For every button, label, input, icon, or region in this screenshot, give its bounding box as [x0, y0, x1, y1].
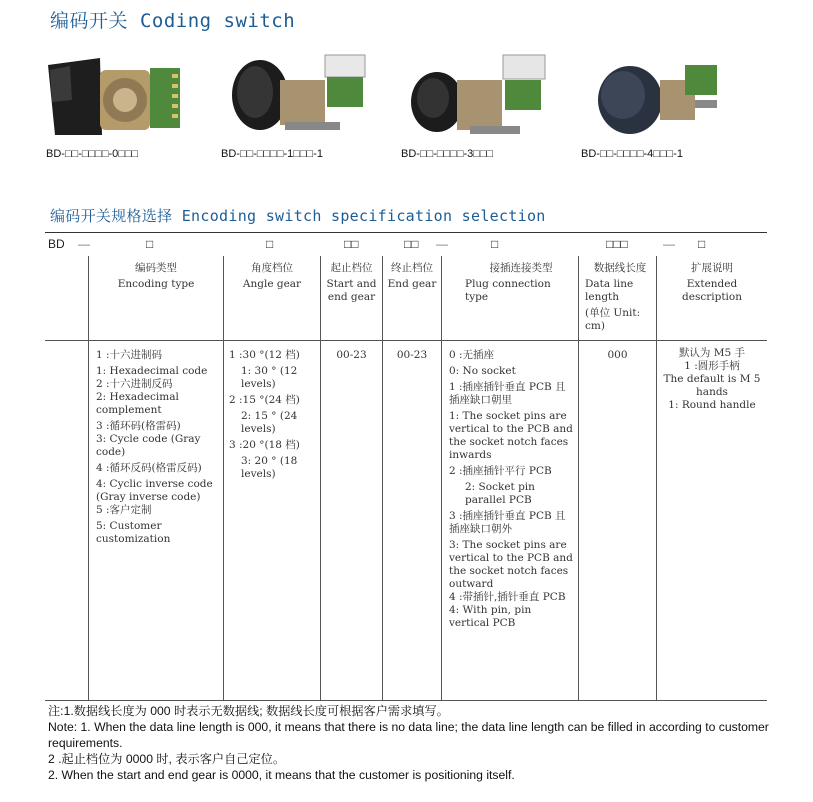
code-slot-start: □□ — [344, 237, 359, 251]
header-data-line — [585, 262, 655, 336]
column-rule — [441, 256, 442, 701]
header-en: Data line length — [585, 278, 634, 303]
product-card — [575, 40, 755, 170]
header-en: Start and end gear — [326, 278, 377, 303]
list-item: 2: 15 ° (24 levels) — [241, 410, 298, 435]
header-end-gear — [384, 262, 440, 294]
column-rule — [578, 256, 579, 701]
page-title: 编码开关 Coding switch — [50, 10, 296, 32]
angle-gear-list — [229, 349, 319, 484]
table-top-rule — [45, 232, 767, 233]
column-rule — [223, 256, 224, 701]
list-item: 2 :15 °(24 档) — [229, 394, 300, 406]
list-item: 1: The socket pins are vertical to the PCB and the socket notch faces inwards — [449, 410, 573, 461]
header-cn: 起止档位 — [330, 262, 373, 274]
list-item: 0 :无插座 — [449, 349, 495, 361]
list-item: 1 :圆形手柄 — [684, 360, 740, 372]
code-slot-encoding: □ — [146, 237, 154, 251]
list-item: 3 :循环码(格雷码) — [96, 420, 181, 432]
list-item: 4: With pin, pin vertical PCB — [449, 604, 532, 629]
code-prefix: BD — [48, 237, 65, 251]
product-gallery — [40, 40, 800, 170]
product-code: BD-□□-□□□□-4□□□-1 — [581, 148, 683, 160]
list-item: 2: Hexadecimal complement — [96, 391, 179, 416]
list-item: 1: Hexadecimal code — [96, 365, 208, 377]
header-rule — [45, 340, 767, 341]
code-slot-angle: □ — [266, 237, 274, 251]
code-dash: — — [663, 237, 675, 251]
list-item: 1 :插座插针垂直 PCB 且插座缺口朝里 — [449, 381, 566, 406]
product-card — [395, 40, 575, 170]
table-bottom-rule — [45, 700, 767, 701]
header-unit: (单位 Unit: cm) — [585, 307, 641, 332]
header-cn: 接插连接类型 — [489, 262, 553, 274]
code-slot-extended: □ — [698, 237, 706, 251]
header-encoding-type — [90, 262, 222, 294]
list-item: 5: Customer customization — [96, 520, 171, 545]
list-item: 4 :循环反码(格雷反码) — [96, 462, 202, 474]
header-en: Encoding type — [117, 278, 195, 290]
column-rule — [320, 256, 321, 701]
code-dash: — — [436, 237, 448, 251]
code-dash: — — [78, 237, 90, 251]
column-rule — [656, 256, 657, 701]
coding-switch-pcb-photo-icon — [40, 40, 200, 140]
note-line: 2. When the start and end gear is 0000, it means that the customer is positioning itself. — [48, 768, 515, 782]
list-item: 1: Round handle — [668, 399, 756, 411]
header-plug — [465, 262, 577, 307]
list-item: 3: 20 ° (18 levels) — [241, 455, 298, 480]
coding-switch-round-knob-photo-icon — [575, 40, 735, 140]
list-item: 3: Cycle code (Gray code) — [96, 433, 201, 458]
column-rule — [88, 256, 89, 701]
header-cn: 编码类型 — [135, 262, 177, 274]
list-item: 默认为 M5 手 — [678, 347, 746, 359]
list-item: 5 :客户定制 — [96, 504, 152, 516]
header-angle-gear — [225, 262, 319, 294]
code-slot-data-line: □□□ — [606, 237, 628, 251]
encoding-type-list — [96, 349, 221, 549]
list-item: 3 :插座插针垂直 PCB 且插座缺口朝外 — [449, 510, 566, 535]
code-slot-plug: □ — [491, 237, 499, 251]
header-cn: 终止档位 — [391, 262, 433, 274]
note-line: Note: 1. When the data line length is 000, it means that there is no data line; the data line length can be filled in according to customer requirements. — [48, 720, 769, 750]
list-item: 2 :插座插针平行 PCB — [449, 465, 552, 477]
list-item: 1 :30 °(12 档) — [229, 349, 300, 361]
product-code: BD-□□-□□□□-3□□□ — [401, 148, 494, 160]
code-slot-end: □□ — [404, 237, 419, 251]
list-item: 2 :十六进制反码 — [96, 378, 173, 390]
list-item: 3: The socket pins are vertical to the PCB and the socket notch faces outward — [449, 539, 573, 590]
list-item: The default is M 5 hands — [663, 373, 761, 398]
extended-list — [658, 347, 766, 412]
note-line: 注:1.数据线长度为 000 时表示无数据线; 数据线长度可根据客户需求填写。 — [48, 704, 449, 718]
header-cn: 扩展说明 — [691, 262, 733, 274]
header-cn: 数据线长度 — [593, 262, 647, 274]
list-item: 1: 30 ° (12 levels) — [241, 365, 298, 390]
header-cn: 角度档位 — [251, 262, 293, 274]
header-start-end — [322, 262, 381, 307]
coding-switch-knob-photo-icon — [215, 40, 375, 140]
list-item: 4 :带插针,插针垂直 PCB — [449, 591, 566, 603]
data-line-value: 000 — [607, 349, 628, 361]
header-en: Plug connection type — [465, 278, 551, 303]
coding-switch-outward-photo-icon — [395, 40, 555, 140]
plug-type-list — [449, 349, 573, 633]
notes — [48, 703, 808, 783]
header-en: Angle gear — [242, 278, 302, 290]
list-item: 0: No socket — [449, 365, 516, 377]
product-code: BD-□□-□□□□-1□□□-1 — [221, 148, 323, 160]
list-item: 1 :十六进制码 — [96, 349, 163, 361]
header-extended — [658, 262, 766, 307]
section-title: 编码开关规格选择 Encoding switch specification selection — [50, 207, 546, 225]
product-card — [40, 40, 220, 170]
header-en: End gear — [387, 278, 437, 290]
column-rule — [382, 256, 383, 701]
header-en: Extended description — [682, 278, 742, 303]
product-card — [215, 40, 395, 170]
list-item: 2: Socket pin parallel PCB — [465, 481, 535, 506]
note-line: 2 .起止档位为 0000 时, 表示客户自己定位。 — [48, 752, 286, 766]
product-code: BD-□□-□□□□-0□□□ — [46, 148, 139, 160]
spec-table — [45, 256, 767, 701]
list-item: 3 :20 °(18 档) — [229, 439, 300, 451]
start-gear-value: 00-23 — [336, 349, 367, 361]
list-item: 4: Cyclic inverse code (Gray inverse code) — [96, 478, 213, 503]
end-gear-value: 00-23 — [396, 349, 428, 361]
